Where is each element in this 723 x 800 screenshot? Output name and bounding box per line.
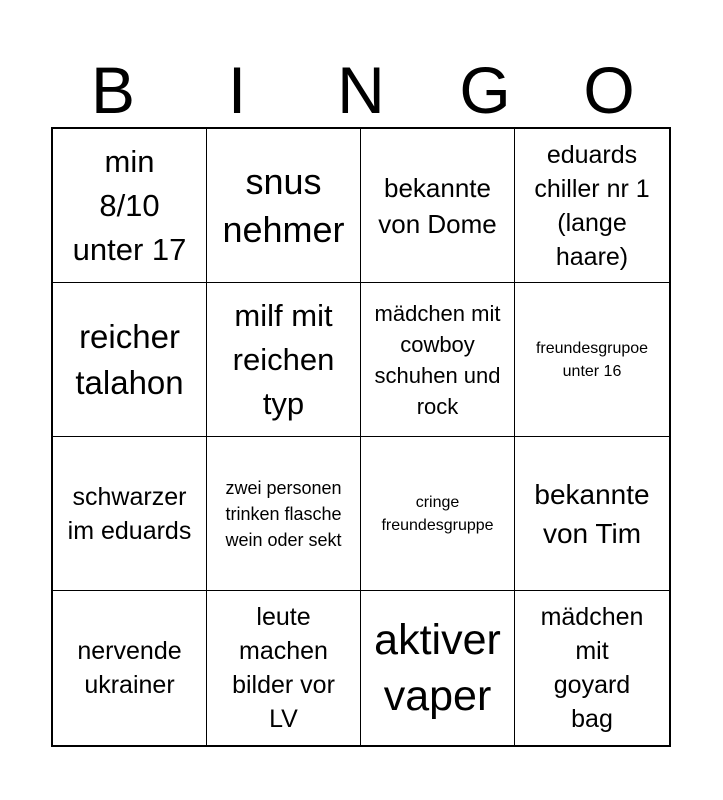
bingo-cell[interactable] [361, 283, 515, 437]
bingo-cell[interactable] [361, 591, 515, 745]
cell-text: aktiver vaper [374, 616, 501, 720]
cell-text: cringe freundesgruppe [381, 493, 494, 534]
bingo-cell[interactable] [361, 437, 515, 591]
bingo-cell[interactable] [53, 283, 207, 437]
cell-text: eduards chiller nr 1 (lange haare) [534, 140, 650, 271]
header-letter-i: I [227, 53, 247, 127]
header-letter-b: B [90, 53, 136, 127]
header-letter-o: O [583, 53, 635, 127]
bingo-cell[interactable] [361, 129, 515, 283]
bingo-cell[interactable] [53, 129, 207, 283]
bingo-cell[interactable] [207, 437, 361, 591]
cell-text: schwarzer im eduards [67, 482, 192, 545]
cell-text: nervende ukrainer [77, 637, 182, 699]
cell-text: bekannte von Dome [378, 172, 497, 239]
cell-text: zwei personen trinken flasche wein oder sekt [225, 477, 342, 550]
cell-text: leute machen bilder vor LV [232, 603, 335, 733]
header-letter-g: G [459, 53, 511, 127]
cell-text: mädchen mit cowboy schuhen und rock [374, 300, 501, 419]
bingo-grid [51, 127, 671, 747]
bingo-cell[interactable] [207, 129, 361, 283]
bingo-cell[interactable] [53, 591, 207, 745]
cell-text: mädchen mit goyard bag [540, 603, 644, 733]
bingo-cell[interactable] [207, 591, 361, 745]
cell-text: milf mit reichen typ [232, 297, 335, 421]
bingo-cell[interactable] [53, 437, 207, 591]
bingo-cell[interactable] [207, 283, 361, 437]
cell-text: freundesgrupoe unter 16 [535, 339, 649, 380]
cell-text: min 8/10 unter 17 [72, 143, 187, 267]
bingo-cell[interactable] [515, 129, 669, 283]
cell-text: snus nehmer [222, 160, 345, 250]
bingo-cell[interactable] [515, 437, 669, 591]
bingo-header [51, 52, 671, 128]
header-letter-n: N [337, 53, 385, 127]
cell-text: bekannte von Tim [534, 478, 650, 549]
bingo-cell[interactable] [515, 591, 669, 745]
bingo-cell[interactable] [515, 283, 669, 437]
cell-text: reicher talahon [75, 317, 184, 401]
